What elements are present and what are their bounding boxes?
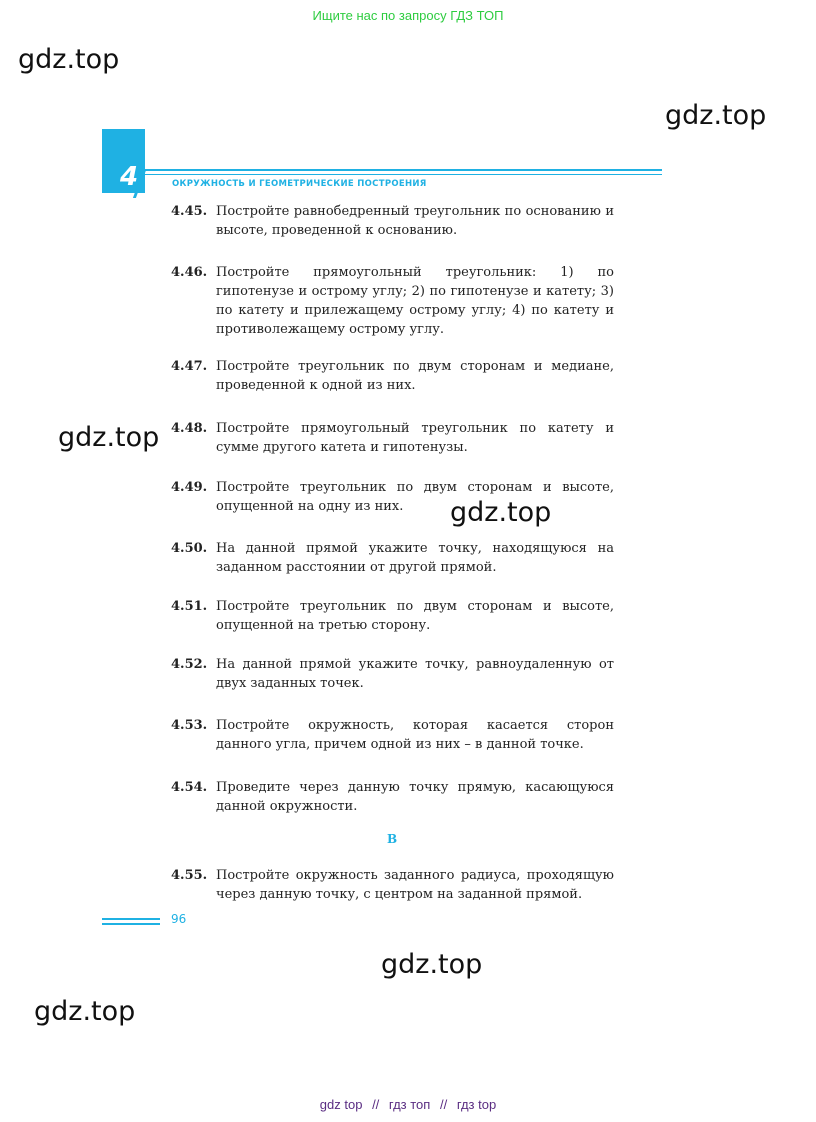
page-rule	[102, 918, 160, 920]
problem-item	[171, 716, 614, 754]
problem-number: 4.51.	[171, 599, 208, 614]
watermark: gdz.top	[450, 497, 552, 528]
header-rule	[145, 174, 662, 175]
problem-item	[171, 202, 614, 240]
problem-text: Постройте прямоугольный треугольник по катету и сумме другого катета и гипотенузы.	[216, 421, 614, 455]
watermark: gdz.top	[34, 996, 136, 1027]
problem-text: Постройте окружность заданного радиуса, проходящую через данную точку, с центром на заданной прямой.	[216, 868, 614, 902]
problem-item	[171, 778, 614, 816]
problem-item	[171, 357, 614, 395]
page-rule	[102, 923, 160, 925]
problem-number: 4.54.	[171, 780, 208, 795]
header-rule	[145, 169, 662, 171]
section-letter: B	[387, 832, 398, 846]
problem-text: На данной прямой укажите точку, находящуюся на заданном расстоянии от другой прямой.	[216, 541, 614, 575]
problem-text: На данной прямой укажите точку, равноудаленную от двух заданных точек.	[216, 657, 614, 691]
problem-text: Постройте треугольник по двум сторонам и высоте, опущенной на третью сторону.	[216, 599, 614, 633]
problem-text: Постройте треугольник по двум сторонам и высоте, опущенной на одну из них.	[216, 480, 614, 514]
problem-item	[171, 478, 614, 516]
watermark: gdz.top	[665, 100, 767, 131]
watermark: gdz.top	[381, 949, 483, 980]
problem-number: 4.52.	[171, 657, 208, 672]
problem-item	[171, 263, 614, 339]
top-banner-link[interactable]: Ищите нас по запросу ГДЗ ТОП	[312, 8, 504, 23]
problem-number: 4.48.	[171, 421, 208, 436]
footer-link[interactable]: gdz top	[319, 1097, 363, 1112]
watermark: gdz.top	[18, 44, 120, 75]
page-number: 96	[171, 912, 187, 926]
chapter-title: ОКРУЖНОСТЬ И ГЕОМЕТРИЧЕСКИЕ ПОСТРОЕНИЯ	[172, 179, 427, 189]
problem-number: 4.47.	[171, 359, 208, 374]
problem-text: Проведите через данную точку прямую, касающуюся данной окружности.	[216, 780, 614, 814]
problem-item	[171, 539, 614, 577]
footer-separator: //	[439, 1097, 448, 1112]
problem-item	[171, 419, 614, 457]
problem-text: Постройте прямоугольный треугольник: 1) по гипотенузе и острому углу; 2) по гипотенузе и катету; 3) по катету и прилежащему острому углу; 4) по катету и противолежащему острому углу.	[216, 265, 614, 337]
problem-text: Постройте окружность, которая касается сторон данного угла, причем одной из них – в данной точке.	[216, 718, 614, 752]
problem-text: Постройте равнобедренный треугольник по основанию и высоте, проведенной к основанию.	[216, 204, 614, 238]
problem-item	[171, 655, 614, 693]
problem-item	[171, 597, 614, 635]
watermark: gdz.top	[58, 422, 160, 453]
problem-number: 4.46.	[171, 265, 208, 280]
problem-number: 4.53.	[171, 718, 208, 733]
problem-number: 4.49.	[171, 480, 208, 495]
problem-text: Постройте треугольник по двум сторонам и медиане, проведенной к одной из них.	[216, 359, 614, 393]
bottom-links	[0, 1097, 816, 1112]
chapter-number: 4	[120, 162, 139, 192]
footer-separator: //	[372, 1097, 380, 1112]
problem-number: 4.50.	[171, 541, 208, 556]
footer-link[interactable]: гдз топ	[388, 1097, 431, 1112]
problem-number: 4.55.	[171, 868, 208, 883]
problem-number: 4.45.	[171, 204, 208, 219]
footer-link[interactable]: гдз top	[456, 1097, 497, 1112]
problem-item	[171, 866, 614, 904]
